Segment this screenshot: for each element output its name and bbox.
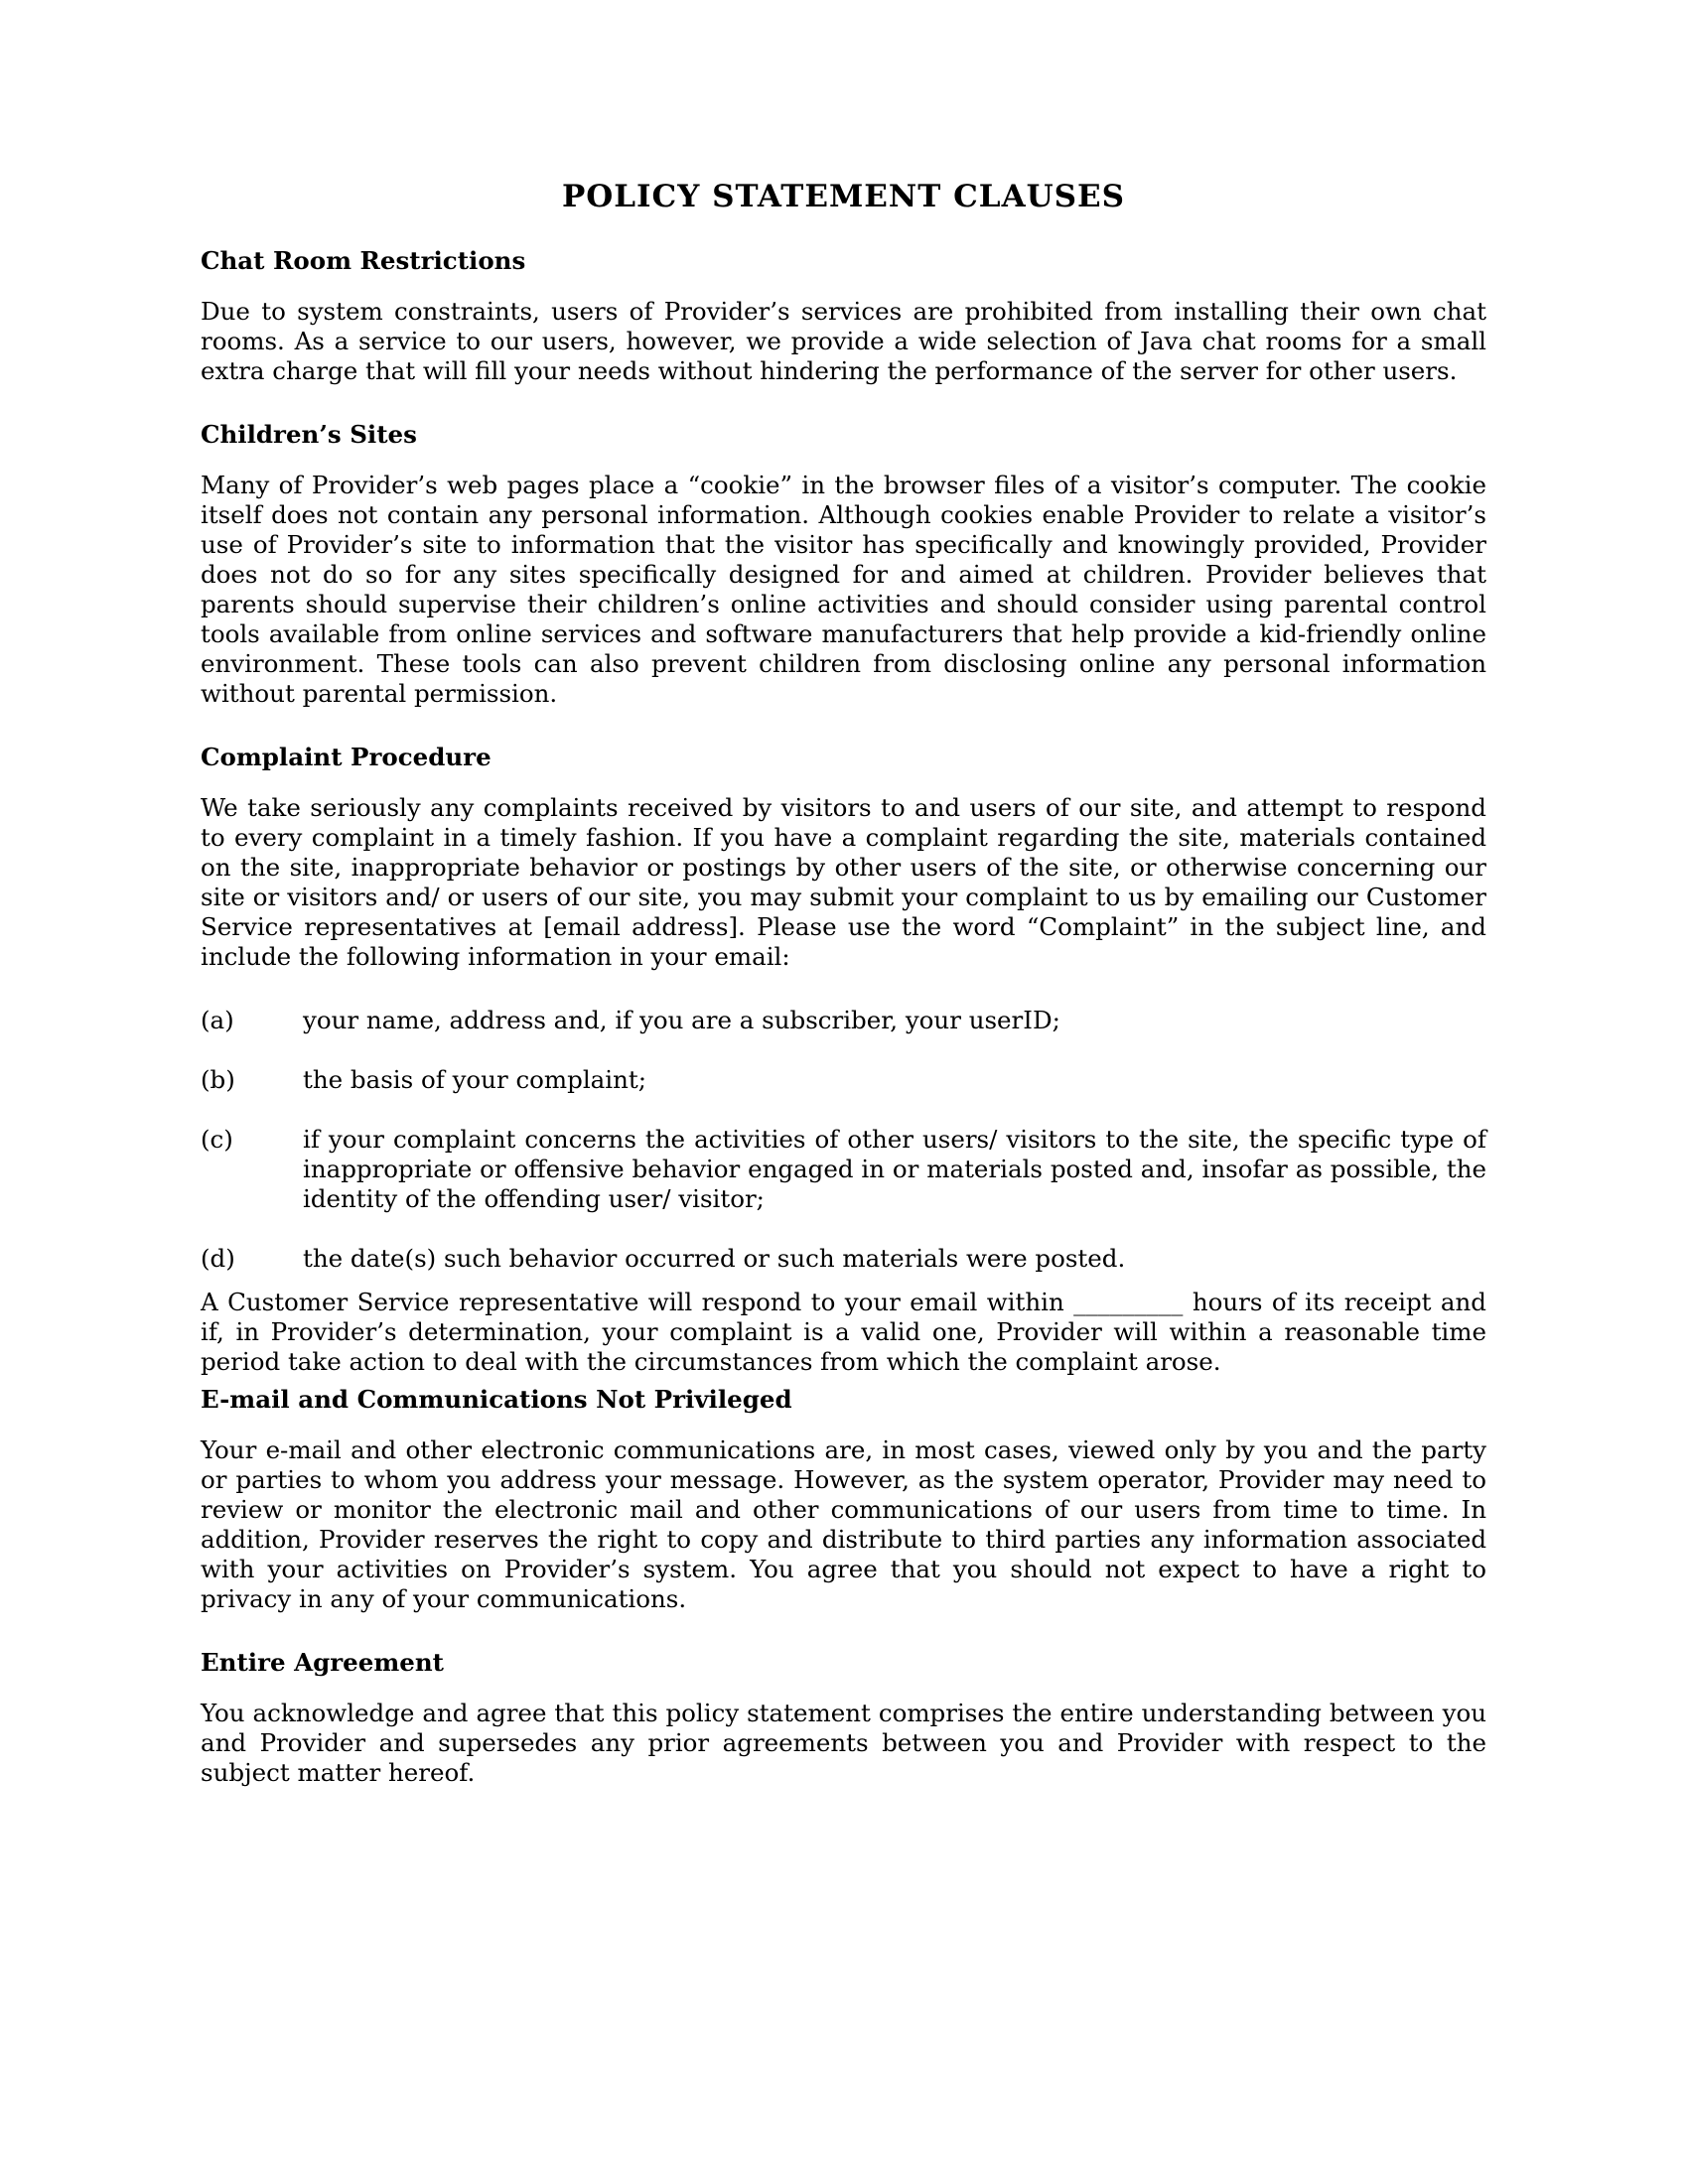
list-item-label: (a) xyxy=(201,1006,234,1034)
paragraph: Due to system constraints, users of Provider’s services are prohibited from installing their own chat rooms. As a service to our users, however, we provide a wide selection of Java chat rooms for a small extra charge that will fill your needs without hindering the performance of the server for other users. xyxy=(201,297,1486,385)
list-item xyxy=(201,1006,1486,1035)
list-item-label: (d) xyxy=(201,1244,235,1273)
section-childrens-sites xyxy=(201,420,1486,709)
section-heading: Chat Room Restrictions xyxy=(201,246,526,275)
complaint-info-list xyxy=(201,1006,1486,1274)
section-heading: Complaint Procedure xyxy=(201,743,492,771)
list-item xyxy=(201,1244,1486,1274)
section-heading: Entire Agreement xyxy=(201,1648,444,1677)
section-email-not-privileged xyxy=(201,1385,1486,1614)
response-paragraph xyxy=(201,1288,1486,1377)
list-item-label: (b) xyxy=(201,1065,235,1094)
list-item-text: if your complaint concerns the activities of other users/ visitors to the site, the specific type of inappropriate or offensive behavior engaged in or materials posted and, insofar as possible, the identity of the offending user/ visitor; xyxy=(303,1125,1486,1213)
section-heading: E-mail and Communications Not Privileged xyxy=(201,1385,792,1414)
list-item xyxy=(201,1125,1486,1214)
list-item-text: your name, address and, if you are a subscriber, your userID; xyxy=(303,1006,1060,1034)
section-heading: Children’s Sites xyxy=(201,420,417,449)
paragraph: You acknowledge and agree that this policy statement comprises the entire understanding between you and Provider and supersedes any prior agreements between you and Provider with respect to the subject matter hereof. xyxy=(201,1699,1486,1787)
fill-in-blank: _________ xyxy=(1073,1288,1184,1316)
document-title: POLICY STATEMENT CLAUSES xyxy=(561,179,1126,214)
paragraph: We take seriously any complaints received by visitors to and users of our site, and attempt to respond to every complaint in a timely fashion. If you have a complaint regarding the site, materials contained on the site, inappropriate behavior or postings by other users of the site, or otherwise concerning our site or visitors and/ or users of our site, you may submit your complaint to us by emailing our Customer Service representatives at [email address]. Please use the word “Complaint” in the subject line, and include the following information in your email: xyxy=(201,793,1486,971)
response-text-before: A Customer Service representative will respond to your email within xyxy=(201,1288,1074,1316)
paragraph: Your e-mail and other electronic communications are, in most cases, viewed only by you and the party or parties to whom you address your message. However, as the system operator, Provider may need to review or monitor the electronic mail and other communications of our users from time to time. In addition, Provider reserves the right to copy and distribute to third parties any information associated with your activities on Provider’s system. You agree that you should not expect to have a right to privacy in any of your communications. xyxy=(201,1435,1486,1613)
list-item xyxy=(201,1065,1486,1095)
list-item-text: the basis of your complaint; xyxy=(303,1065,646,1094)
paragraph: Many of Provider’s web pages place a “cookie” in the browser files of a visitor’s computer. The cookie itself does not contain any personal information. Although cookies enable Provider to relate a visitor’s use of Provider’s site to information that the visitor has specifically and knowingly provided, Provider does not do so for any sites specifically designed for and aimed at children. Provider believes that parents should supervise their children’s online activities and should consider using parental control tools available from online services and software manufacturers that help provide a kid-friendly online environment. These tools can also prevent children from disclosing online any personal information without parental permission. xyxy=(201,471,1486,708)
section-complaint-procedure xyxy=(201,743,1486,1377)
section-entire-agreement xyxy=(201,1648,1486,1788)
response-text-after: hours of its receipt and if, in Provider’s determination, your complaint is a valid one, Provider will within a reasonable time period take action to deal with the circumstances from which the complaint arose. xyxy=(201,1288,1486,1376)
list-item-label: (c) xyxy=(201,1125,233,1154)
list-item-text: the date(s) such behavior occurred or such materials were posted. xyxy=(303,1244,1126,1273)
section-chat-room-restrictions xyxy=(201,246,1486,386)
